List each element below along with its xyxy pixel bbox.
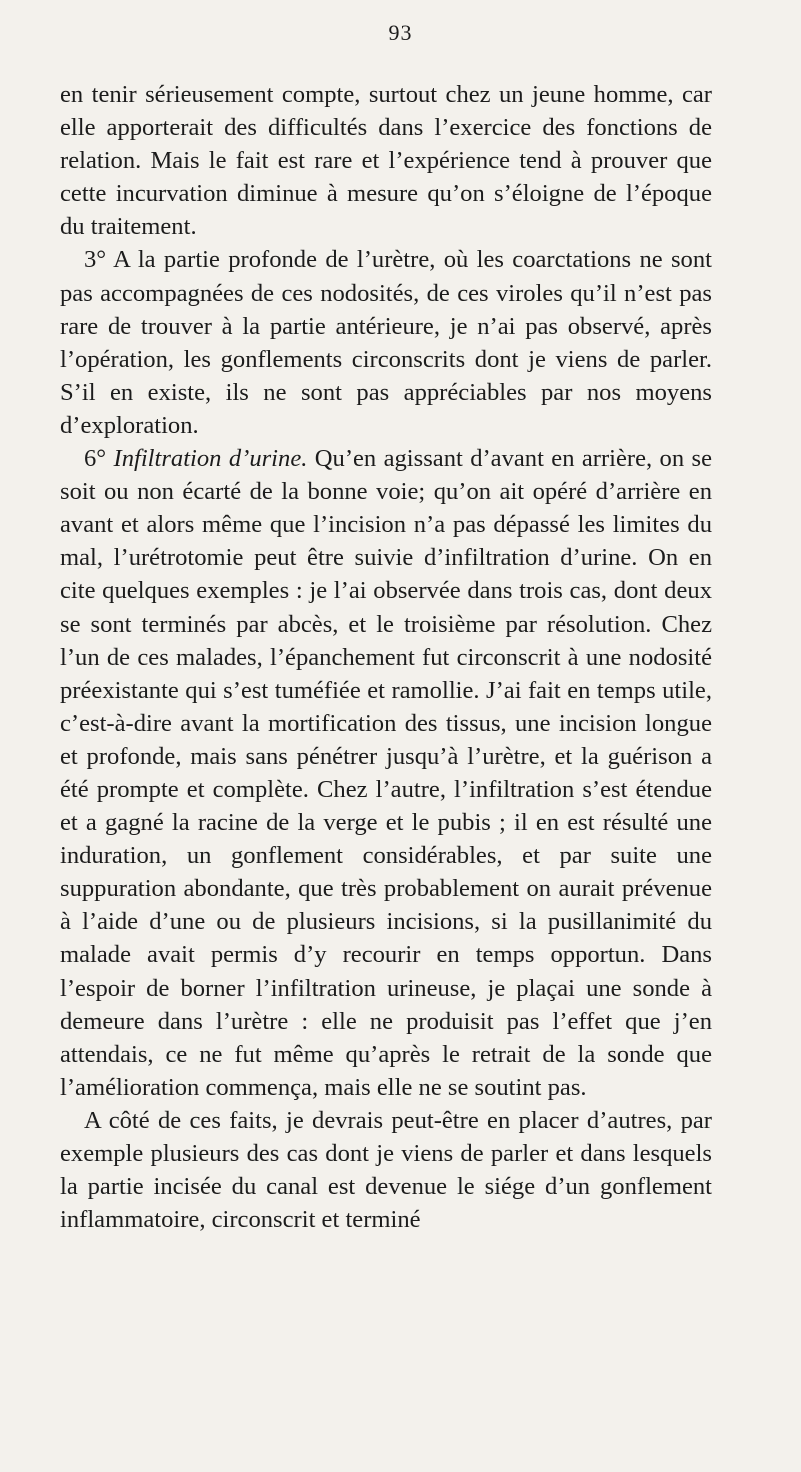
paragraph-final [60, 1104, 712, 1236]
paragraph-text: 3° A la partie profonde de l’urètre, où les coarctations ne sont pas accompagnées de ces nodosités, de ces viroles qu’il n’est pas rare de trouver à la partie antérieure, je n’ai pas observé, après l’opération, les gonflements circonscrits dont je viens de parler. S’il en existe, ils ne sont pas appréciables par nos moyens d’exploration. [60, 246, 712, 439]
paragraph-section-3 [60, 243, 712, 442]
paragraph-section-6 [60, 442, 712, 1104]
section-number: 6° [84, 445, 107, 473]
page-number: 93 [388, 20, 413, 45]
paragraph-text: A côté de ces faits, je devrais peut-être en placer d’autres, par exemple plusieurs des cas dont je viens de parler et dans lesquels la partie incisée du canal est devenue le siége d’un gonflement inflammatoire, circonscrit et terminé [60, 1106, 712, 1234]
section-title: Infiltration d’urine. [113, 445, 308, 473]
paragraph-text: Qu’en agissant d’avant en arrière, on se soit ou non écarté de la bonne voie; qu’on ait opéré d’arrière en avant et alors même que l’incision n’a pas dépassé les limites du mal, l’urétrotomie peut être suivie d’infiltration d’urine. On en cite quelques exemples : je l’ai observée dans trois cas, dont deux se sont terminés par abcès, et le troisième par résolution. Chez l’un de ces malades, l’épanchement fut circonscrit à une nodosité préexistante qui s’est tuméfiée et ramollie. J’ai fait en temps utile, c’est-à-dire avant la mortification des tissus, une incision longue et profonde, mais sans pénétrer jusqu’à l’urètre, et la guérison a été prompte et complète. Chez l’autre, l’infiltration s’est étendue et a gagné la racine de la verge et le pubis ; il en est résulté une induration, un gonflement considérables, et par suite une suppuration abondante, que très probablement on aurait prévenue à l’aide d’une ou de plusieurs incisions, si la pusillanimité du malade avait permis d’y recourir en temps opportun. Dans l’espoir de borner l’infiltration urineuse, je plaçai une sonde à demeure dans l’urètre : elle ne produisit pas l’effet que j’en attendais, ce ne fut même qu’après le retrait de la sonde que l’amélioration commença, mais elle ne se soutint pas. [60, 445, 712, 1101]
paragraph-continuation [60, 78, 712, 243]
paragraph-text: en tenir sérieusement compte, surtout chez un jeune homme, car elle apporterait des difficultés dans l’exercice des fonctions de relation. Mais le fait est rare et l’expérience tend à prouver que cette incurvation diminue à mesure qu’on s’éloigne de l’époque du traitement. [60, 81, 712, 241]
body-text [60, 78, 712, 1236]
